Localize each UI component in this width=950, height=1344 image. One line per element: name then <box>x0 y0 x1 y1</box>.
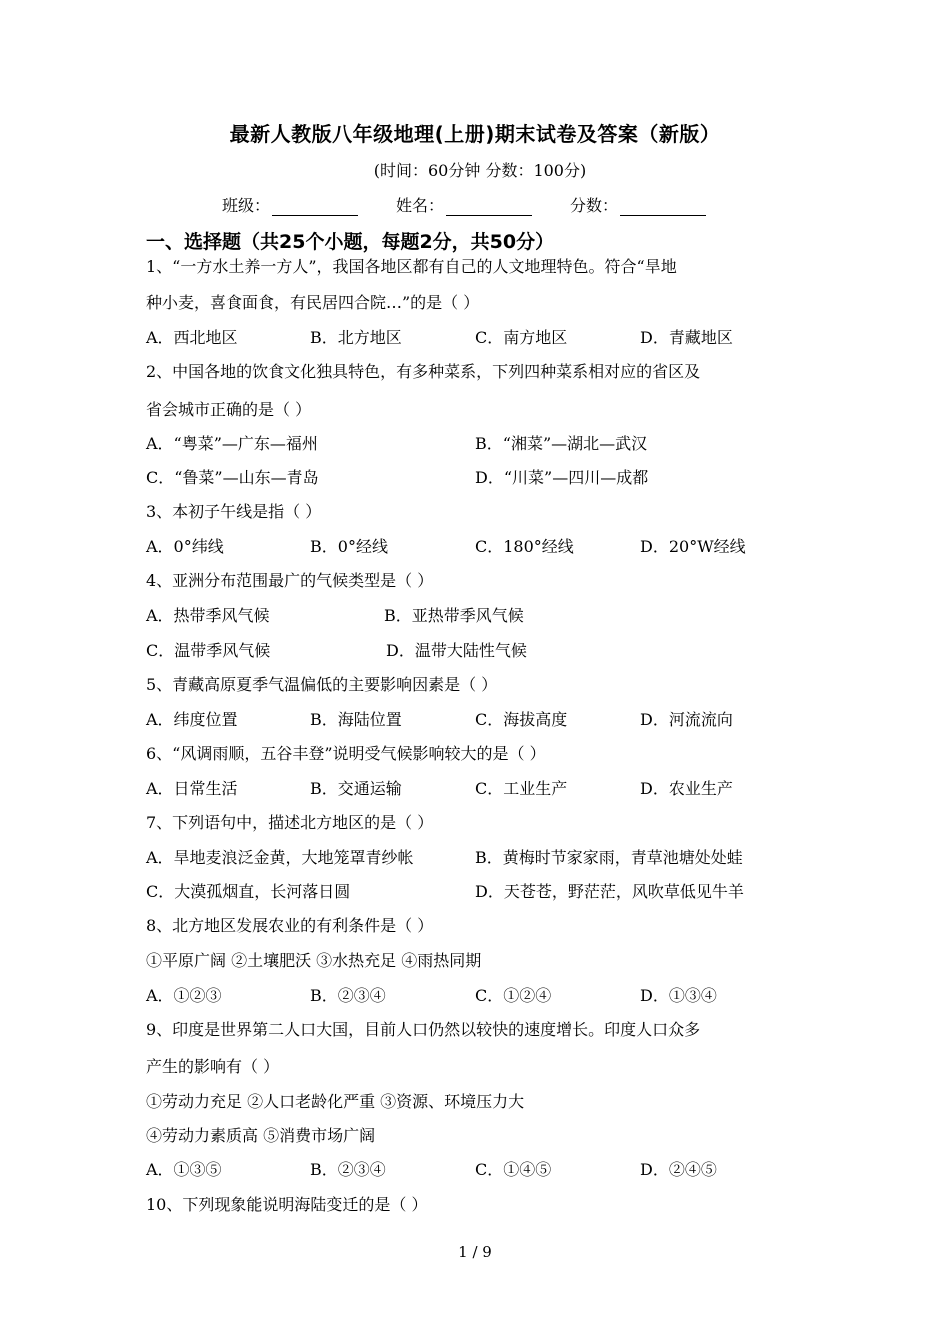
question-5-stem: 5、青藏高原夏季气温偏低的主要影响因素是（ ） <box>146 675 498 694</box>
question-1-option-d: D．青藏地区 <box>640 328 733 347</box>
question-8-option-d: D．①③④ <box>640 986 717 1005</box>
question-4-stem: 4、亚洲分布范围最广的气候类型是（ ） <box>146 571 434 590</box>
question-8-option-a: A．①②③ <box>146 986 222 1005</box>
question-6-option-c: C．工业生产 <box>475 779 568 798</box>
question-8-option-b: B．②③④ <box>310 986 386 1005</box>
question-3-option-b: B．0°经线 <box>310 537 388 556</box>
question-5-option-d: D．河流流向 <box>640 710 733 729</box>
question-2-option-a: A．“粤菜”—广东—福州 <box>146 434 318 453</box>
question-2-option-c: C．“鲁菜”—山东—青岛 <box>146 468 319 487</box>
question-8-stem: 8、北方地区发展农业的有利条件是（ ） <box>146 916 434 935</box>
question-3-option-a: A．0°纬线 <box>146 537 224 556</box>
question-3-option-c: C．180°经线 <box>475 537 574 556</box>
score-label: 分数： <box>570 196 619 215</box>
name-blank <box>446 197 532 216</box>
student-info-row <box>222 193 744 216</box>
question-7-option-b: B．黄梅时节家家雨，青草池塘处处蛙 <box>475 848 743 867</box>
question-4-option-a: A．热带季风气候 <box>146 606 270 625</box>
question-6-option-b: B．交通运输 <box>310 779 402 798</box>
question-9-stem-line-2: 产生的影响有（ ） <box>146 1057 280 1076</box>
class-field <box>222 193 358 216</box>
question-5-option-b: B．海陆位置 <box>310 710 402 729</box>
section-title: 一、选择题（共25个小题，每题2分，共50分） <box>146 231 555 253</box>
name-field <box>396 193 532 216</box>
question-9-stem-line-1: 9、印度是世界第二人口大国，目前人口仍然以较快的速度增长。印度人口众多 <box>146 1020 701 1039</box>
question-9-choices-line-1: ①劳动力充足 ②人口老龄化严重 ③资源、环境压力大 <box>146 1092 525 1111</box>
question-7-stem: 7、下列语句中，描述北方地区的是（ ） <box>146 813 434 832</box>
question-5-option-a: A．纬度位置 <box>146 710 238 729</box>
question-5-option-c: C．海拔高度 <box>475 710 568 729</box>
question-6-option-a: A．日常生活 <box>146 779 238 798</box>
question-1-stem-line-2: 种小麦，喜食面食，有民居四合院…”的是（ ） <box>146 293 480 312</box>
question-4-option-d: D．温带大陆性气候 <box>386 641 527 660</box>
exam-duration-score: (时间：60分钟 分数：100分) <box>373 161 587 180</box>
class-label: 班级： <box>222 196 271 215</box>
question-9-option-a: A．①③⑤ <box>146 1160 222 1179</box>
question-1-option-c: C．南方地区 <box>475 328 568 347</box>
question-9-option-d: D．②④⑤ <box>640 1160 717 1179</box>
question-4-option-c: C．温带季风气候 <box>146 641 271 660</box>
question-1-stem-line-1: 1、“一方水土养一方人”，我国各地区都有自己的人文地理特色。符合“旱地 <box>146 257 677 276</box>
question-7-option-c: C．大漠孤烟直，长河落日圆 <box>146 882 351 901</box>
question-7-option-a: A．旱地麦浪泛金黄，大地笼罩青纱帐 <box>146 848 414 867</box>
question-3-stem: 3、本初子午线是指（ ） <box>146 502 322 521</box>
question-8-option-c: C．①②④ <box>475 986 552 1005</box>
question-4-option-b: B．亚热带季风气候 <box>384 606 524 625</box>
question-7-option-d: D．天苍苍，野茫茫，风吹草低见牛羊 <box>475 882 744 901</box>
name-label: 姓名： <box>396 196 445 215</box>
question-9-choices-line-2: ④劳动力素质高 ⑤消费市场广阔 <box>146 1126 376 1145</box>
page-number: 1 / 9 <box>458 1243 492 1261</box>
question-2-option-d: D．“川菜”—四川—成都 <box>475 468 649 487</box>
question-2-stem-line-2: 省会城市正确的是（ ） <box>146 400 312 419</box>
question-9-option-b: B．②③④ <box>310 1160 386 1179</box>
question-10-stem: 10、下列现象能说明海陆变迁的是（ ） <box>146 1195 428 1214</box>
question-6-stem: 6、“风调雨顺，五谷丰登”说明受气候影响较大的是（ ） <box>146 744 546 763</box>
question-9-option-c: C．①④⑤ <box>475 1160 552 1179</box>
question-8-choices: ①平原广阔 ②土壤肥沃 ③水热充足 ④雨热同期 <box>146 951 482 970</box>
score-field <box>570 193 706 216</box>
question-2-stem-line-1: 2、中国各地的饮食文化独具特色，有多种菜系，下列四种菜系相对应的省区及 <box>146 362 701 381</box>
question-3-option-d: D．20°W经线 <box>640 537 746 556</box>
question-1-option-a: A．西北地区 <box>146 328 238 347</box>
question-1-option-b: B．北方地区 <box>310 328 402 347</box>
question-2-option-b: B．“湘菜”—湖北—武汉 <box>475 434 648 453</box>
class-blank <box>272 197 358 216</box>
score-blank <box>620 197 706 216</box>
page-title: 最新人教版八年级地理(上册)期末试卷及答案（新版） <box>229 122 721 146</box>
question-6-option-d: D．农业生产 <box>640 779 733 798</box>
